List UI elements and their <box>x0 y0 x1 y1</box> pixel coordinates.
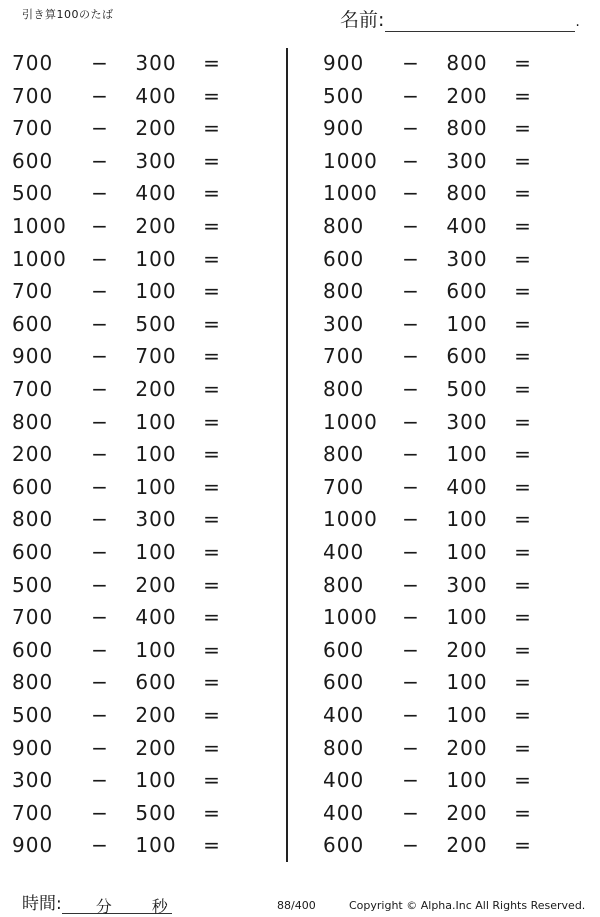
minuend: 800 <box>323 442 365 467</box>
subtrahend: 100 <box>135 279 177 304</box>
minus-sign: − <box>402 377 420 401</box>
equals-sign: = <box>514 311 532 336</box>
minuend: 800 <box>323 214 365 238</box>
minuend: 300 <box>323 311 365 336</box>
problem-row <box>323 48 600 80</box>
subtrahend: 200 <box>135 572 177 597</box>
equals-sign: = <box>203 181 221 206</box>
equals-sign: = <box>203 670 221 695</box>
seconds-label: 秒 <box>151 897 168 916</box>
minuend: 500 <box>12 572 54 597</box>
subtrahend: 100 <box>446 442 488 467</box>
subtrahend: 300 <box>446 148 488 173</box>
equals-sign: = <box>203 409 221 434</box>
minus-sign: − <box>402 507 420 532</box>
problem-row <box>12 504 292 536</box>
subtrahend: 200 <box>135 703 177 727</box>
problem-row <box>323 439 600 471</box>
subtrahend: 800 <box>446 116 488 141</box>
subtrahend: 100 <box>135 540 177 564</box>
equals-sign: = <box>514 83 532 108</box>
minuend: 900 <box>12 344 54 369</box>
subtrahend: 100 <box>135 442 177 467</box>
equals-sign: = <box>514 279 532 304</box>
subtrahend: 100 <box>446 703 488 727</box>
problem-row <box>12 439 292 471</box>
minus-sign: − <box>402 116 420 141</box>
time-blank-line[interactable] <box>62 893 172 914</box>
subtrahend: 100 <box>446 768 488 793</box>
worksheet-title: 引き算100のたば <box>22 8 114 21</box>
problem-row <box>323 113 600 145</box>
problem-row <box>12 765 292 797</box>
minus-sign: − <box>91 507 109 532</box>
minuend: 700 <box>12 800 54 825</box>
copyright-notice: Copyright © Alpha.Inc All Rights Reserved. <box>349 899 586 912</box>
minuend: 700 <box>12 279 54 304</box>
minuend: 900 <box>12 735 54 760</box>
problem-row <box>323 81 600 113</box>
subtrahend: 100 <box>135 637 177 662</box>
minus-sign: − <box>402 572 420 597</box>
subtrahend: 100 <box>446 670 488 695</box>
subtrahend: 200 <box>135 214 177 238</box>
minus-sign: − <box>91 800 109 825</box>
subtrahend: 500 <box>135 311 177 336</box>
subtrahend: 800 <box>446 181 488 206</box>
minuend: 300 <box>12 768 54 793</box>
problem-row <box>323 472 600 504</box>
name-field <box>340 5 580 32</box>
minus-sign: − <box>402 833 420 858</box>
minuend: 800 <box>323 735 365 760</box>
minus-sign: − <box>402 279 420 304</box>
problem-row <box>12 276 292 308</box>
problem-row <box>323 635 600 667</box>
minus-sign: − <box>402 605 420 630</box>
equals-sign: = <box>514 637 532 662</box>
minuend: 200 <box>12 442 54 467</box>
subtrahend: 400 <box>446 474 488 499</box>
minus-sign: − <box>91 148 109 173</box>
equals-sign: = <box>514 735 532 760</box>
minus-sign: − <box>91 83 109 108</box>
minus-sign: − <box>91 768 109 793</box>
subtrahend: 300 <box>135 148 177 173</box>
minus-sign: − <box>91 116 109 141</box>
subtrahend: 200 <box>446 800 488 825</box>
minus-sign: − <box>91 637 109 662</box>
equals-sign: = <box>203 507 221 532</box>
minus-sign: − <box>402 703 420 727</box>
problem-row <box>12 472 292 504</box>
minuend: 700 <box>12 377 54 401</box>
problem-row <box>12 81 292 113</box>
minus-sign: − <box>402 735 420 760</box>
minuend: 500 <box>323 83 365 108</box>
name-label: 名前: <box>340 9 385 31</box>
minuend: 900 <box>12 833 54 858</box>
minus-sign: − <box>91 51 109 75</box>
problem-row <box>323 407 600 439</box>
problem-row <box>12 667 292 699</box>
subtrahend: 100 <box>446 540 488 564</box>
equals-sign: = <box>514 572 532 597</box>
problem-row <box>12 635 292 667</box>
minuend: 600 <box>12 540 54 564</box>
equals-sign: = <box>203 214 221 238</box>
subtrahend: 200 <box>135 116 177 141</box>
problem-row <box>323 570 600 602</box>
subtrahend: 300 <box>135 51 177 75</box>
problem-row <box>323 602 600 634</box>
minus-sign: − <box>402 344 420 369</box>
problem-row <box>323 733 600 765</box>
equals-sign: = <box>514 670 532 695</box>
subtrahend: 100 <box>135 474 177 499</box>
minus-sign: − <box>91 605 109 630</box>
minus-sign: − <box>91 344 109 369</box>
equals-sign: = <box>203 833 221 858</box>
minus-sign: − <box>91 246 109 271</box>
minuend: 1000 <box>323 507 378 532</box>
minuend: 1000 <box>323 181 378 206</box>
problem-row <box>323 830 600 862</box>
subtrahend: 500 <box>135 800 177 825</box>
minuend: 700 <box>12 83 54 108</box>
problem-row <box>12 570 292 602</box>
subtrahend: 300 <box>446 409 488 434</box>
subtrahend: 100 <box>446 507 488 532</box>
problem-row <box>323 309 600 341</box>
subtrahend: 100 <box>135 409 177 434</box>
minuend: 600 <box>12 637 54 662</box>
problem-row <box>323 765 600 797</box>
minus-sign: − <box>91 572 109 597</box>
problem-row <box>12 113 292 145</box>
equals-sign: = <box>203 344 221 369</box>
problem-row <box>323 211 600 243</box>
minus-sign: − <box>91 181 109 206</box>
equals-sign: = <box>514 214 532 238</box>
problem-row <box>12 537 292 569</box>
minuend: 600 <box>323 833 365 858</box>
minus-sign: − <box>91 474 109 499</box>
subtrahend: 200 <box>446 735 488 760</box>
minuend: 600 <box>12 148 54 173</box>
minus-sign: − <box>402 214 420 238</box>
equals-sign: = <box>203 279 221 304</box>
subtrahend: 100 <box>446 311 488 336</box>
minuend: 800 <box>12 409 54 434</box>
equals-sign: = <box>514 800 532 825</box>
equals-sign: = <box>514 605 532 630</box>
minuend: 700 <box>12 116 54 141</box>
subtrahend: 400 <box>135 605 177 630</box>
equals-sign: = <box>514 507 532 532</box>
minuend: 400 <box>323 703 365 727</box>
minutes-label: 分 <box>95 897 112 916</box>
minus-sign: − <box>402 148 420 173</box>
minus-sign: − <box>91 540 109 564</box>
equals-sign: = <box>514 768 532 793</box>
problem-row <box>323 667 600 699</box>
minuend: 1000 <box>12 246 67 271</box>
minuend: 1000 <box>12 214 67 238</box>
equals-sign: = <box>514 409 532 434</box>
minus-sign: − <box>91 833 109 858</box>
problem-row <box>323 276 600 308</box>
problem-row <box>323 537 600 569</box>
minus-sign: − <box>91 670 109 695</box>
equals-sign: = <box>203 377 221 401</box>
equals-sign: = <box>514 377 532 401</box>
equals-sign: = <box>203 116 221 141</box>
equals-sign: = <box>203 800 221 825</box>
minuend: 500 <box>12 703 54 727</box>
subtrahend: 200 <box>135 735 177 760</box>
minuend: 600 <box>323 246 365 271</box>
problem-row <box>12 48 292 80</box>
minus-sign: − <box>402 83 420 108</box>
minus-sign: − <box>91 409 109 434</box>
problem-row <box>12 146 292 178</box>
name-end-mark: . <box>575 14 580 30</box>
minus-sign: − <box>91 703 109 727</box>
subtrahend: 300 <box>135 507 177 532</box>
subtrahend: 400 <box>446 214 488 238</box>
problem-row <box>323 146 600 178</box>
minuend: 800 <box>323 377 365 401</box>
equals-sign: = <box>514 540 532 564</box>
equals-sign: = <box>514 474 532 499</box>
minus-sign: − <box>402 246 420 271</box>
subtrahend: 400 <box>135 83 177 108</box>
minuend: 800 <box>323 279 365 304</box>
equals-sign: = <box>203 148 221 173</box>
subtrahend: 600 <box>446 279 488 304</box>
minus-sign: − <box>402 181 420 206</box>
minus-sign: − <box>402 311 420 336</box>
minuend: 700 <box>12 51 54 75</box>
problem-row <box>12 211 292 243</box>
minus-sign: − <box>91 279 109 304</box>
minuend: 400 <box>323 540 365 564</box>
problem-row <box>12 602 292 634</box>
minuend: 600 <box>12 311 54 336</box>
equals-sign: = <box>203 51 221 75</box>
minus-sign: − <box>402 540 420 564</box>
subtrahend: 200 <box>446 637 488 662</box>
subtrahend: 600 <box>135 670 177 695</box>
equals-sign: = <box>203 442 221 467</box>
minuend: 600 <box>323 670 365 695</box>
minuend: 800 <box>12 670 54 695</box>
minuend: 800 <box>323 572 365 597</box>
equals-sign: = <box>514 833 532 858</box>
equals-sign: = <box>203 605 221 630</box>
subtrahend: 600 <box>446 344 488 369</box>
subtrahend: 800 <box>446 51 488 75</box>
minuend: 900 <box>323 116 365 141</box>
minus-sign: − <box>91 442 109 467</box>
problem-row <box>323 374 600 406</box>
equals-sign: = <box>203 768 221 793</box>
problem-row <box>12 178 292 210</box>
problem-row <box>12 244 292 276</box>
minuend: 1000 <box>323 409 378 434</box>
equals-sign: = <box>203 83 221 108</box>
subtrahend: 400 <box>135 181 177 206</box>
equals-sign: = <box>203 540 221 564</box>
problem-row <box>12 309 292 341</box>
equals-sign: = <box>514 148 532 173</box>
minus-sign: − <box>402 768 420 793</box>
problem-row <box>12 341 292 373</box>
time-field <box>22 889 172 914</box>
subtrahend: 100 <box>135 246 177 271</box>
problem-row <box>12 700 292 732</box>
minuend: 600 <box>12 474 54 499</box>
equals-sign: = <box>203 637 221 662</box>
minus-sign: − <box>91 311 109 336</box>
problem-row <box>323 798 600 830</box>
problem-row <box>12 798 292 830</box>
problem-row <box>323 504 600 536</box>
subtrahend: 100 <box>446 605 488 630</box>
minus-sign: − <box>402 51 420 75</box>
equals-sign: = <box>203 703 221 727</box>
minus-sign: − <box>91 735 109 760</box>
minus-sign: − <box>402 800 420 825</box>
minuend: 500 <box>12 181 54 206</box>
minuend: 1000 <box>323 605 378 630</box>
minuend: 700 <box>323 344 365 369</box>
minus-sign: − <box>402 474 420 499</box>
minus-sign: − <box>402 442 420 467</box>
problem-row <box>323 244 600 276</box>
time-label: 時間: <box>22 894 62 914</box>
problem-row <box>323 178 600 210</box>
page-number: 88/400 <box>277 899 316 912</box>
subtrahend: 300 <box>446 246 488 271</box>
equals-sign: = <box>514 344 532 369</box>
minuend: 700 <box>323 474 365 499</box>
minus-sign: − <box>402 637 420 662</box>
subtrahend: 100 <box>135 768 177 793</box>
problem-row <box>12 407 292 439</box>
minuend: 900 <box>323 51 365 75</box>
minus-sign: − <box>402 670 420 695</box>
minus-sign: − <box>91 214 109 238</box>
minuend: 700 <box>12 605 54 630</box>
equals-sign: = <box>203 474 221 499</box>
minuend: 400 <box>323 800 365 825</box>
subtrahend: 500 <box>446 377 488 401</box>
equals-sign: = <box>514 51 532 75</box>
minuend: 800 <box>12 507 54 532</box>
equals-sign: = <box>514 246 532 271</box>
subtrahend: 700 <box>135 344 177 369</box>
minus-sign: − <box>91 377 109 401</box>
problem-row <box>323 700 600 732</box>
subtrahend: 200 <box>135 377 177 401</box>
equals-sign: = <box>203 311 221 336</box>
equals-sign: = <box>203 246 221 271</box>
minuend: 1000 <box>323 148 378 173</box>
problem-row <box>12 374 292 406</box>
minuend: 400 <box>323 768 365 793</box>
subtrahend: 100 <box>135 833 177 858</box>
minuend: 600 <box>323 637 365 662</box>
equals-sign: = <box>514 442 532 467</box>
equals-sign: = <box>514 116 532 141</box>
equals-sign: = <box>203 572 221 597</box>
problem-row <box>323 341 600 373</box>
problem-row <box>12 733 292 765</box>
equals-sign: = <box>514 181 532 206</box>
equals-sign: = <box>514 703 532 727</box>
subtrahend: 200 <box>446 833 488 858</box>
subtrahend: 200 <box>446 83 488 108</box>
problem-row <box>12 830 292 862</box>
equals-sign: = <box>203 735 221 760</box>
minus-sign: − <box>402 409 420 434</box>
problem-sheet <box>0 48 600 862</box>
subtrahend: 300 <box>446 572 488 597</box>
name-blank-line[interactable] <box>385 11 575 32</box>
